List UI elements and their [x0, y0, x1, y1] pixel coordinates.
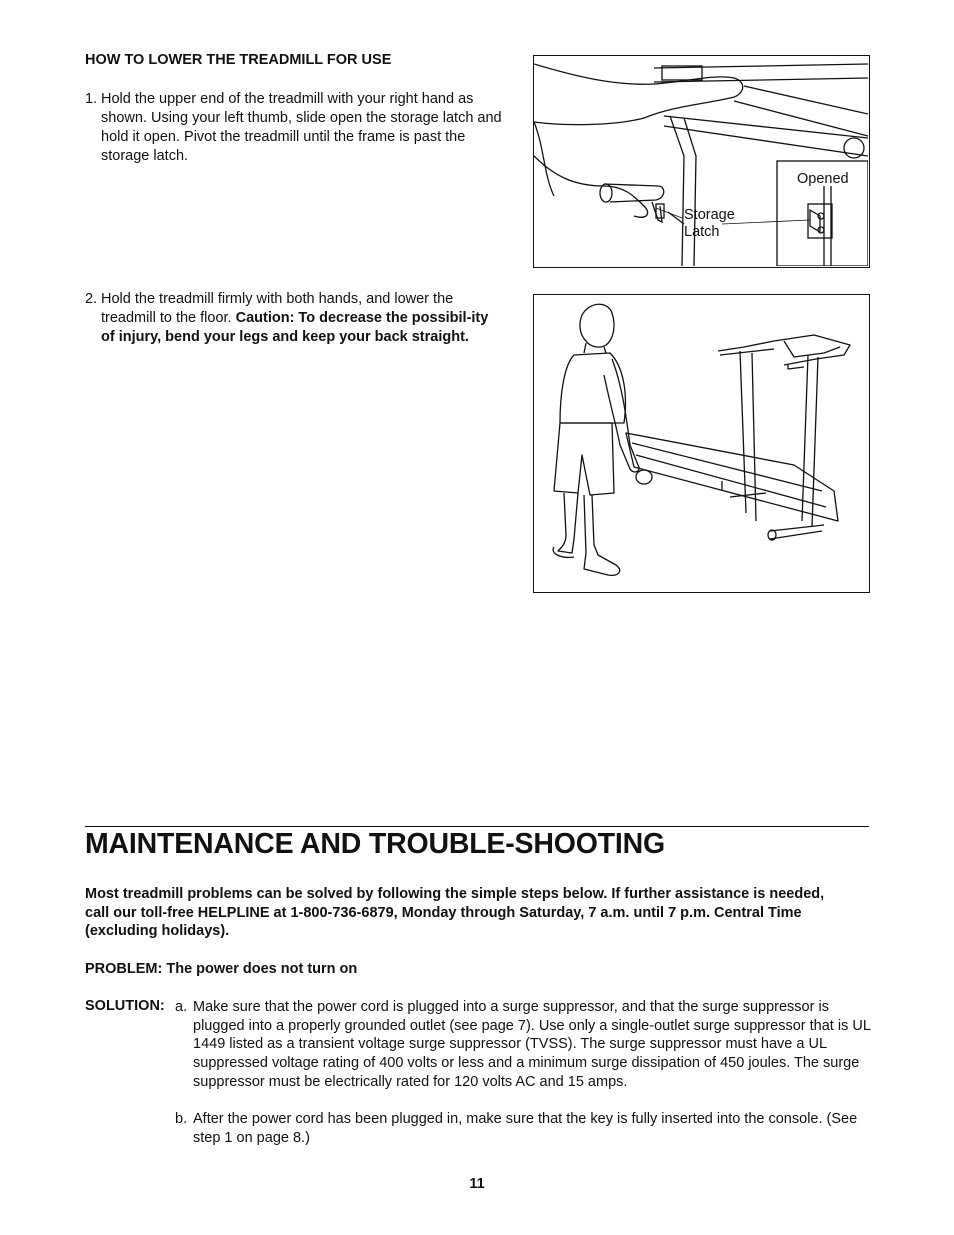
- callout-storage: Storage: [684, 207, 735, 223]
- solution-item-a: [175, 998, 875, 1092]
- caution-text: Caution: To decrease the possibil-ity of injury, bend your legs and keep your back straight.: [101, 310, 489, 345]
- step-number: 1.: [85, 91, 98, 107]
- intro-paragraph: Most treadmill problems can be solved by following the simple steps below. If further assistance is needed, call our toll-free HELPLINE at 1-800-736-6879, Monday through Saturday, 7 a.m. until 7 p.m. Central Time (excluding holidays).: [85, 886, 825, 939]
- lowering-treadmill-illustration: [534, 295, 868, 591]
- solution-letter: b.: [175, 1111, 188, 1127]
- solution-letter: a.: [175, 999, 188, 1015]
- step-number: 2.: [85, 291, 98, 307]
- problem-statement: PROBLEM: The power does not turn on: [85, 961, 358, 977]
- step-1: [85, 90, 505, 166]
- solution-item-b: [175, 1110, 875, 1147]
- figure-lowering-treadmill: [533, 294, 870, 593]
- solution-text: After the power cord has been plugged in, make sure that the key is fully inserted into the console. (See step 1 on page 8.): [193, 1111, 858, 1146]
- callout-latch: Latch: [684, 224, 720, 240]
- page-title: MAINTENANCE AND TROUBLE-SHOOTING: [85, 828, 665, 860]
- page-number: 11: [469, 1176, 485, 1192]
- section-heading-lower-treadmill: HOW TO LOWER THE TREADMILL FOR USE: [85, 52, 392, 68]
- section-divider: [85, 826, 869, 827]
- inset-label-opened: Opened: [797, 171, 849, 187]
- step-text: Hold the upper end of the treadmill with your right hand as shown. Using your left thumb, slide open the storage latch and hold it open. Pivot the treadmill until the frame is past the storage latch.: [101, 91, 502, 164]
- solution-label: SOLUTION:: [85, 998, 165, 1014]
- step-2: [85, 290, 505, 347]
- storage-latch-illustration: [534, 56, 868, 266]
- solution-text: Make sure that the power cord is plugged into a surge suppressor, and that the surge suppressor is plugged into a properly grounded outlet (see page 7). Use only a single-outlet surge suppressor that is UL 1449 listed as a transient voltage surge suppressor (TVSS). The surge suppressor must have a UL suppressed voltage rating of 400 volts or less and a minimum surge dissipation of 450 joules. The surge suppressor must be electrically rated for 120 volts AC and 15 amps.: [193, 999, 871, 1090]
- figure-storage-latch: [533, 55, 870, 268]
- step-text: Hold the treadmill firmly with both hands, and lower the treadmill to the floor.: [101, 291, 454, 326]
- step-text-block: [101, 290, 505, 347]
